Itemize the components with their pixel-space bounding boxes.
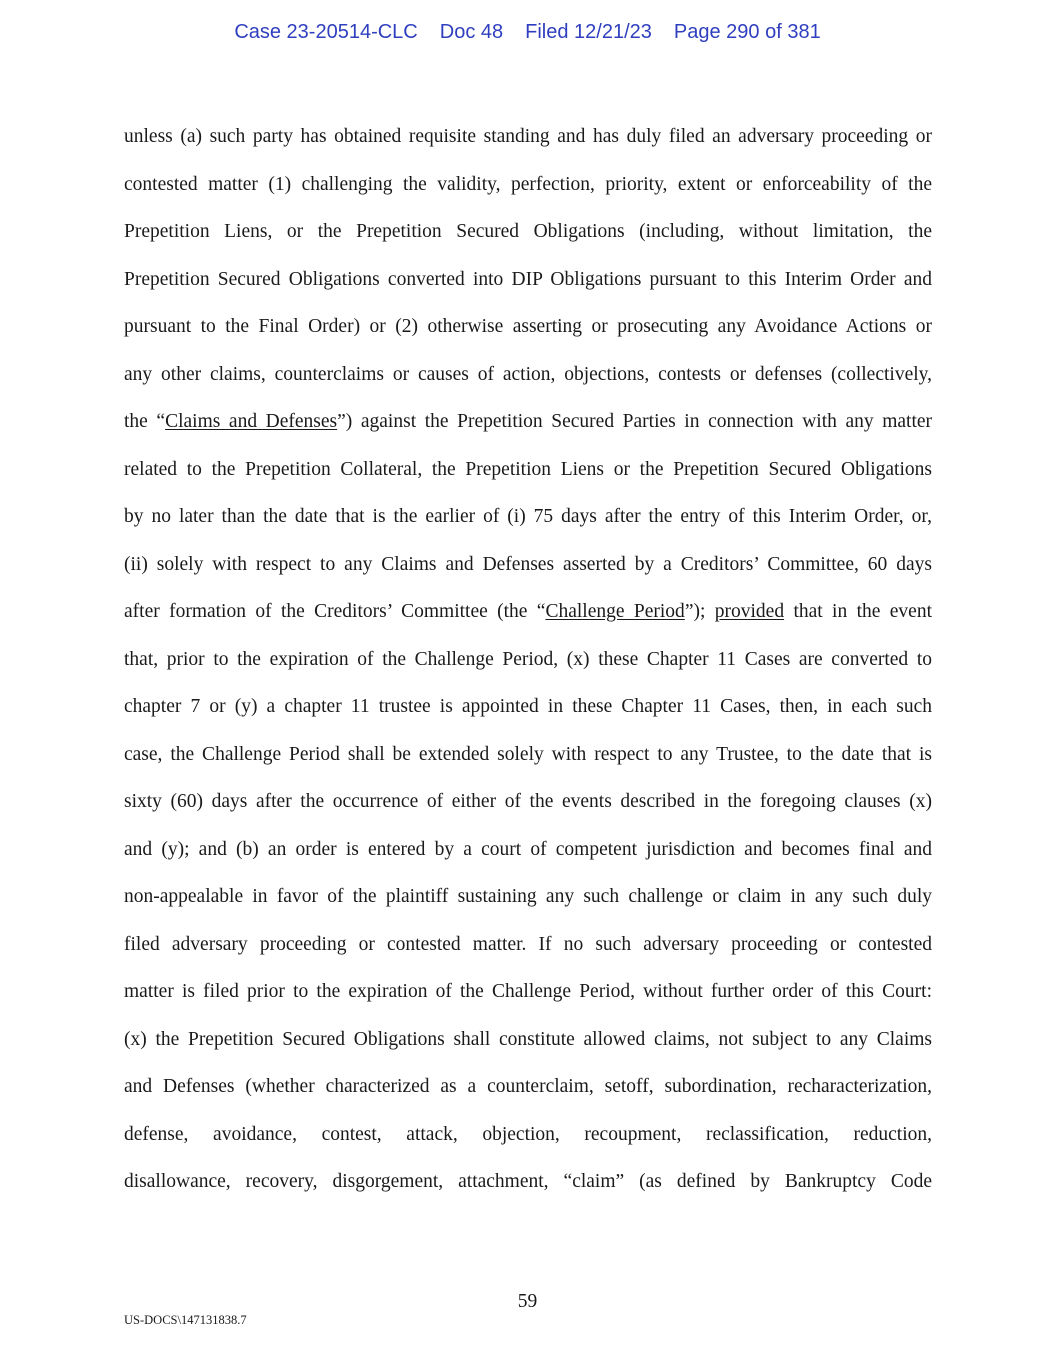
body-line bbox=[124, 883, 932, 911]
text-run: and (y); and (b) an order is entered by a court of competent jurisdiction and becomes final and bbox=[124, 838, 932, 860]
body-line bbox=[124, 551, 932, 579]
body-line bbox=[124, 408, 932, 436]
text-run: ”); bbox=[684, 601, 715, 622]
body-line bbox=[124, 1026, 932, 1054]
body-line bbox=[124, 313, 932, 341]
text-run: contested matter (1) challenging the validity, perfection, priority, extent or enforceability of the bbox=[124, 173, 932, 195]
page-count: Page 290 of 381 bbox=[673, 21, 821, 43]
case-number: Case 23-20514-CLC bbox=[234, 21, 418, 43]
body-line bbox=[124, 1168, 932, 1196]
body-line bbox=[124, 1073, 932, 1101]
underlined-term: Challenge Period bbox=[545, 601, 685, 622]
text-run: that in the event bbox=[784, 601, 932, 622]
page-number: 59 bbox=[517, 1291, 538, 1312]
body-line bbox=[124, 836, 932, 864]
text-run: (x) the Prepetition Secured Obligations shall constitute allowed claims, not subject to any Claims bbox=[124, 1028, 932, 1050]
body-line bbox=[124, 693, 932, 721]
filed-date: Filed 12/21/23 bbox=[525, 21, 652, 43]
body-line bbox=[124, 456, 932, 484]
text-run: after formation of the Creditors’ Committee (the “ bbox=[124, 601, 546, 622]
text-run: unless (a) such party has obtained requisite standing and has duly filed an adversary proceeding or bbox=[124, 126, 932, 147]
body-line bbox=[124, 218, 932, 246]
text-run: matter is filed prior to the expiration of the Challenge Period, without further order of this Court: bbox=[124, 981, 932, 1002]
text-run: non-appealable in favor of the plaintiff sustaining any such challenge or claim in any such duly bbox=[124, 886, 932, 907]
text-run: related to the Prepetition Collateral, the Prepetition Liens or the Prepetition Secured Obligations bbox=[124, 458, 932, 480]
text-run: Prepetition Liens, or the Prepetition Secured Obligations (including, without limitation, the bbox=[124, 221, 932, 242]
underlined-term: Claims and Defenses bbox=[165, 411, 338, 432]
text-run: pursuant to the Final Order) or (2) otherwise asserting or prosecuting any Avoidance Actions or bbox=[124, 316, 932, 337]
body-line bbox=[124, 788, 932, 816]
text-run: any other claims, counterclaims or causes of action, objections, contests or defenses (collectively, bbox=[124, 363, 932, 385]
text-run: by no later than the date that is the earlier of (i) 75 days after the entry of this Interim Order, or, bbox=[124, 506, 932, 527]
text-run: ”) against the Prepetition Secured Parties in connection with any matter bbox=[337, 411, 933, 432]
text-run: filed adversary proceeding or contested matter. If no such adversary proceeding or contested bbox=[124, 933, 932, 955]
text-run: case, the Challenge Period shall be extended solely with respect to any Trustee, to the date that is bbox=[124, 743, 932, 765]
text-run: Prepetition Secured Obligations converted into DIP Obligations pursuant to this Interim Order and bbox=[124, 268, 932, 290]
document-id: US-DOCS\147131838.7 bbox=[124, 1313, 247, 1327]
body-line bbox=[124, 503, 932, 531]
text-run: that, prior to the expiration of the Challenge Period, (x) these Chapter 11 Cases are converted to bbox=[124, 648, 932, 670]
body-line bbox=[124, 598, 932, 626]
text-run: chapter 7 or (y) a chapter 11 trustee is appointed in these Chapter 11 Cases, then, in each such bbox=[124, 696, 932, 717]
text-run: disallowance, recovery, disgorgement, attachment, “claim” (as defined by Bankruptcy Code bbox=[124, 1171, 932, 1192]
text-run: the “ bbox=[124, 411, 166, 432]
docket-number: Doc 48 bbox=[439, 21, 504, 43]
underlined-term: provided bbox=[714, 601, 785, 622]
body-line bbox=[124, 171, 932, 199]
text-run: and Defenses (whether characterized as a counterclaim, setoff, subordination, recharacterization, bbox=[124, 1076, 932, 1097]
text-run: sixty (60) days after the occurrence of either of the events described in the foregoing clauses (x) bbox=[124, 791, 932, 812]
body-line bbox=[124, 266, 932, 294]
text-run: defense, avoidance, contest, attack, objection, recoupment, reclassification, reduction, bbox=[124, 1123, 932, 1145]
body-line bbox=[124, 741, 932, 769]
body-line bbox=[124, 978, 932, 1006]
body-line bbox=[124, 1121, 932, 1149]
body-line bbox=[124, 646, 932, 674]
body-line bbox=[124, 931, 932, 959]
body-line bbox=[124, 123, 932, 151]
body-line bbox=[124, 361, 932, 389]
text-run: (ii) solely with respect to any Claims and Defenses asserted by a Creditors’ Committee, 60 days bbox=[124, 553, 932, 575]
